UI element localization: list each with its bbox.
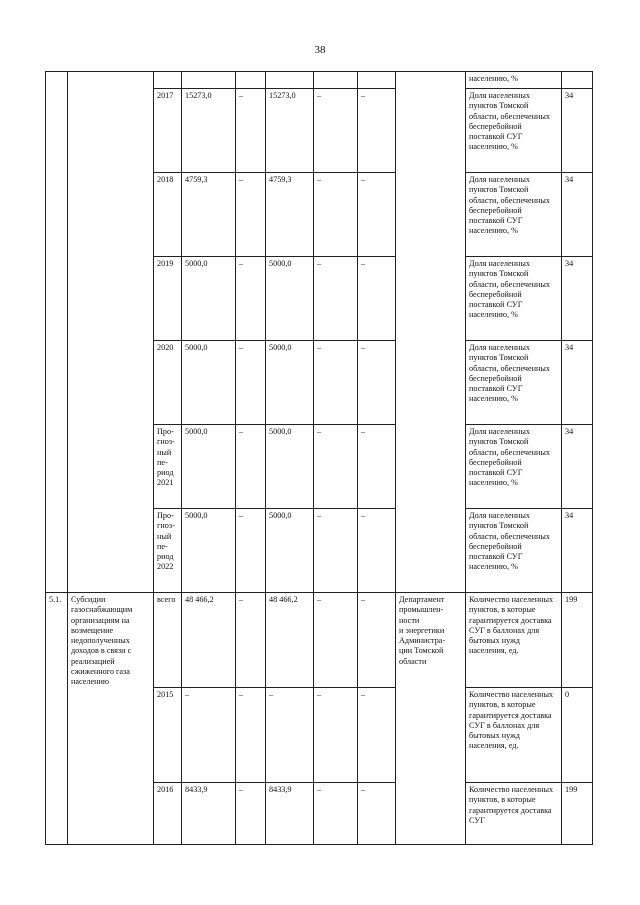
federal-cell: – (236, 341, 266, 425)
regional-cell: – (266, 688, 314, 783)
value-cell: 199 (562, 783, 593, 845)
indicator-cell: Доля населенных пунктов Томской области, обеспеченных бесперебойной поставкой СУГ населению, % (466, 425, 562, 509)
executor-cell (396, 72, 466, 593)
federal-cell: – (236, 593, 266, 688)
program-table (45, 71, 593, 845)
regional-cell: 5000,0 (266, 509, 314, 593)
total-cell: 15273,0 (182, 89, 236, 173)
item-number-cell: 5.1. (46, 593, 68, 845)
federal-cell: – (236, 257, 266, 341)
regional-cell: 5000,0 (266, 257, 314, 341)
federal-cell: – (236, 783, 266, 845)
regional-cell: 8433,9 (266, 783, 314, 845)
value-cell: 34 (562, 425, 593, 509)
value-cell: 34 (562, 341, 593, 425)
local-cell: – (314, 89, 358, 173)
local-cell: – (314, 425, 358, 509)
regional-cell: 5000,0 (266, 341, 314, 425)
local-cell: – (314, 783, 358, 845)
total-cell: – (182, 688, 236, 783)
indicator-cell: Доля населенных пунктов Томской области, обеспеченных бесперебойной поставкой СУГ населению, % (466, 257, 562, 341)
federal-cell: – (236, 89, 266, 173)
total-cell: 4759,3 (182, 173, 236, 257)
other-cell: – (358, 425, 396, 509)
indicator-cell: Доля населенных пунктов Томской области, обеспеченных бесперебойной поставкой СУГ населению, % (466, 173, 562, 257)
total-cell: 5000,0 (182, 341, 236, 425)
indicator-cell: Количество населенных пунктов, в которые гарантируется доставка СУГ в баллонах для бытовых нужд населения, ед. (466, 593, 562, 688)
indicator-cell: Количество населенных пунктов, в которые гарантируется доставка СУГ (466, 783, 562, 845)
year-cell: 2015 (154, 688, 182, 783)
total-cell: 5000,0 (182, 257, 236, 341)
other-cell: – (358, 341, 396, 425)
table-row (46, 72, 593, 89)
total-cell: 48 466,2 (182, 593, 236, 688)
item-name-cell: Субсидии газоснабжающим организациям на возмещение недополученных доходов в связи с реализацией сжиженного газа населению (68, 593, 154, 845)
total-cell: 5000,0 (182, 509, 236, 593)
regional-cell: 4759,3 (266, 173, 314, 257)
value-cell: 34 (562, 173, 593, 257)
year-cell: 2018 (154, 173, 182, 257)
year-cell: 2017 (154, 89, 182, 173)
indicator-cell: Доля населенных пунктов Томской области, обеспеченных бесперебойной поставкой СУГ населению, % (466, 341, 562, 425)
number-cell (46, 72, 68, 593)
year-cell: Про- гноз- ный пе- риод 2021 (154, 425, 182, 509)
indicator-cell: Доля населенных пунктов Томской области, обеспеченных бесперебойной поставкой СУГ населению, % (466, 89, 562, 173)
value-cell: 34 (562, 509, 593, 593)
federal-cell: – (236, 509, 266, 593)
other-cell: – (358, 257, 396, 341)
other-cell: – (358, 509, 396, 593)
total-cell: 5000,0 (182, 425, 236, 509)
year-cell: 2016 (154, 783, 182, 845)
other-cell: – (358, 688, 396, 783)
regional-cell: 48 466,2 (266, 593, 314, 688)
local-cell: – (314, 688, 358, 783)
name-cell (68, 72, 154, 593)
year-cell: Про- гноз- ный пе- риод 2022 (154, 509, 182, 593)
year-cell: 2020 (154, 341, 182, 425)
federal-cell: – (236, 173, 266, 257)
indicator-cell: Количество населенных пунктов, в которые гарантируется доставка СУГ в баллонах для бытовых нужд населения, ед. (466, 688, 562, 783)
regional-cell: 15273,0 (266, 89, 314, 173)
federal-cell: – (236, 425, 266, 509)
local-cell: – (314, 257, 358, 341)
table-row (46, 593, 593, 688)
local-cell: – (314, 341, 358, 425)
regional-cell: 5000,0 (266, 425, 314, 509)
year-cell: всего (154, 593, 182, 688)
value-cell: 0 (562, 688, 593, 783)
value-cell: 34 (562, 89, 593, 173)
local-cell: – (314, 593, 358, 688)
other-cell: – (358, 89, 396, 173)
value-cell: 199 (562, 593, 593, 688)
other-cell: – (358, 173, 396, 257)
executor-cell: Департамент промышлен- ности и энергетики Администра- ции Томской области (396, 593, 466, 845)
indicator-cell: Доля населенных пунктов Томской области, обеспеченных бесперебойной поставкой СУГ населению, % (466, 509, 562, 593)
other-cell: – (358, 783, 396, 845)
value-cell: 34 (562, 257, 593, 341)
federal-cell: – (236, 688, 266, 783)
local-cell: – (314, 509, 358, 593)
year-cell: 2019 (154, 257, 182, 341)
page-number: 38 (314, 44, 326, 56)
local-cell: – (314, 173, 358, 257)
indicator-cell: населению, % (466, 72, 562, 89)
other-cell: – (358, 593, 396, 688)
total-cell: 8433,9 (182, 783, 236, 845)
